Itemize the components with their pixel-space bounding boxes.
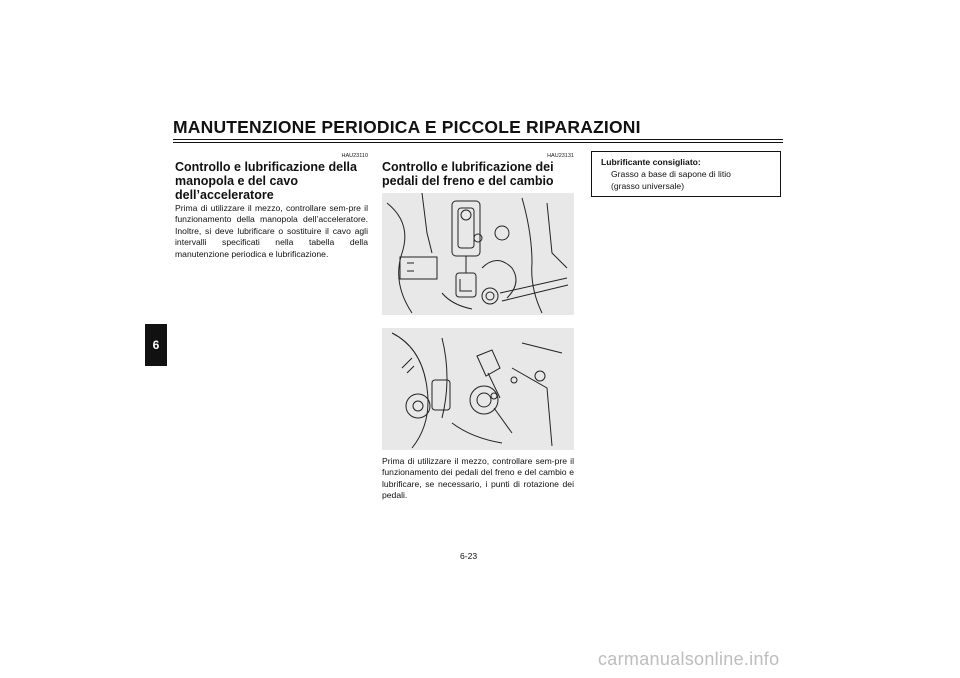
lubricant-box	[591, 151, 781, 197]
section-code: HAU23110	[341, 153, 368, 159]
page-number: 6-23	[460, 551, 478, 561]
shift-pedal-illustration	[382, 328, 574, 450]
section-body: Prima di utilizzare il mezzo, controllare sem-pre il funzionamento della manopola dell’acceleratore. Inoltre, si deve lubrificare o sostituire il cavo agli intervalli specificati nella tabella della manutenzione periodica e lubrificazione.	[175, 203, 368, 259]
section-body: Prima di utilizzare il mezzo, controllare sem-pre il funzionamento dei pedali del freno e del cambio e lubrificare, se necessario, i punti di rotazione dei pedali.	[382, 456, 574, 501]
chapter-tab: 6	[145, 324, 167, 366]
watermark: carmanualsonline.info	[598, 649, 780, 669]
lubricant-title: Lubrificante consigliato:	[601, 157, 701, 167]
section-code: HAU23131	[547, 153, 574, 159]
lubricant-line: (grasso universale)	[611, 181, 685, 191]
brake-pedal-illustration	[382, 193, 574, 315]
section-heading: Controllo e lubrificazione della manopola e del cavo dell’acceleratore	[175, 160, 357, 202]
section-heading: Controllo e lubrificazione dei pedali del freno e del cambio	[382, 160, 554, 188]
lubricant-line: Grasso a base di sapone di litio	[611, 169, 731, 179]
page-title: MANUTENZIONE PERIODICA E PICCOLE RIPARAZIONI	[173, 117, 641, 137]
header-rule	[173, 139, 783, 143]
shift-pedal-drawing	[382, 328, 574, 450]
brake-pedal-drawing	[382, 193, 574, 315]
page-header	[173, 117, 783, 143]
